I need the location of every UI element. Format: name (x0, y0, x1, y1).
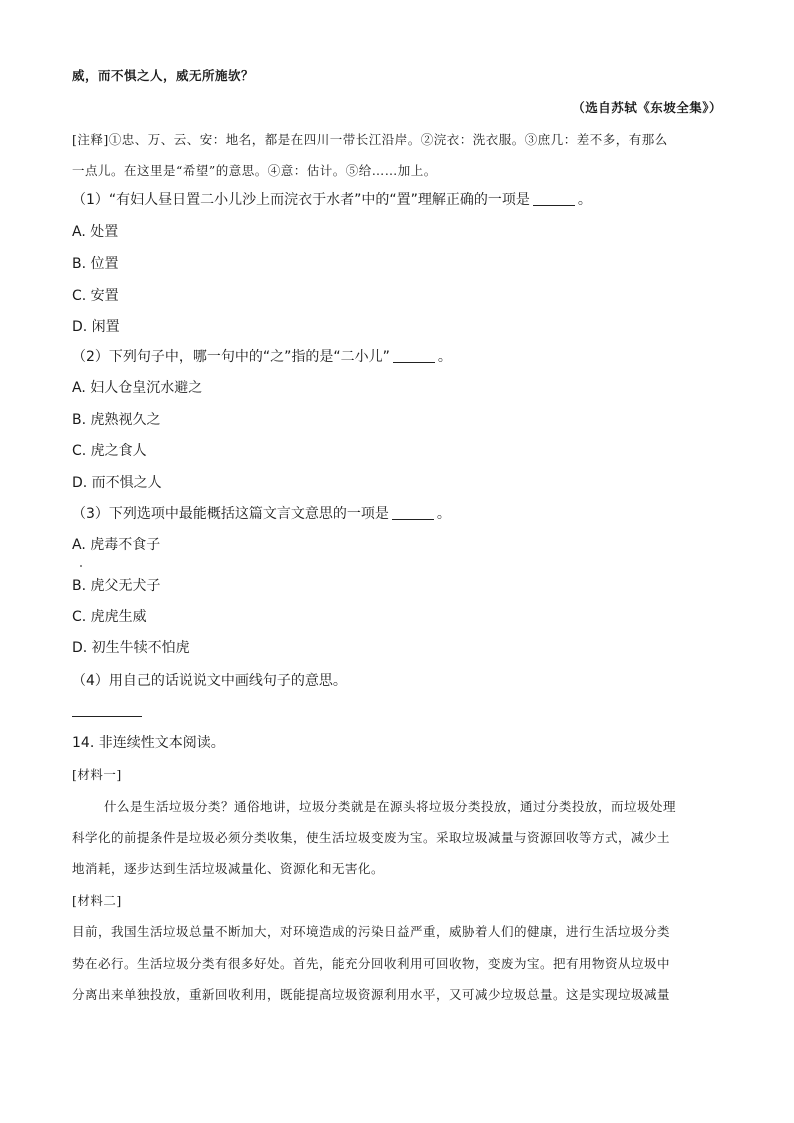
notes-line-2: 一点儿。在这里是“希望”的意思。④意：估计。⑤给……加上。 (72, 163, 437, 178)
q1-option-b: B. 位置 (72, 256, 119, 272)
material-1-line-3: 地消耗，逐步达到生活垃圾减量化、资源化和无害化。 (72, 861, 385, 876)
q2-option-d: D. 而不惧之人 (72, 475, 162, 491)
question-2-end: 。 (437, 349, 452, 365)
question-2-text: （2）下列句子中，哪一句中的“之”指的是“二小儿” (72, 349, 390, 365)
answer-blank-2[interactable] (393, 348, 435, 363)
q1-option-c: C. 安置 (72, 288, 119, 304)
section-14-title: 14. 非连续性文本阅读。 (72, 735, 225, 751)
question-3-end: 。 (436, 506, 451, 522)
q3-option-b: B. 虎父无犬子 (72, 578, 161, 594)
question-1-stem (72, 190, 592, 210)
q3-option-c: C. 虎虎生威 (72, 609, 147, 625)
q2-option-a: A. 妇人仓皇沉水避之 (72, 380, 203, 396)
source-citation: （选自苏轼《东坡全集》） (572, 100, 722, 115)
notes-line-1: [注释]①忠、万、云、安：地名，都是在四川一带长江沿岸。②浣衣：洗衣服。③庶几：差不多，有那么 (72, 132, 668, 147)
q3-option-a: A. 虎毒不食子 (72, 537, 161, 553)
question-2-stem (72, 347, 452, 367)
question-3-text: （3）下列选项中最能概括这篇文言文意思的一项是 (72, 506, 389, 522)
answer-blank-3[interactable] (392, 505, 434, 520)
material-2-line-1: 目前，我国生活垃圾总量不断加大，对环境造成的污染日益严重，威胁着人们的健康，进行生活垃圾分类 (72, 924, 671, 939)
question-1-end: 。 (577, 192, 592, 208)
question-4-stem: （4）用自己的话说说文中画线句子的意思。 (72, 673, 347, 689)
q2-option-b: B. 虎熟视久之 (72, 412, 161, 428)
question-1-text: （1）“有妇人昼日置二小儿沙上而浣衣于水者”中的“置”理解正确的一项是 (72, 192, 530, 208)
material-1-line-1: 什么是生活垃圾分类？通俗地讲，垃圾分类就是在源头将垃圾分类投放，通过分类投放，而垃圾处理 (104, 799, 677, 814)
material-1-line-2: 科学化的前提条件是垃圾必须分类收集，使生活垃圾变废为宝。采取垃圾减量与资源回收等方式，减少土 (72, 830, 671, 845)
answer-blank-1[interactable] (533, 191, 575, 206)
q3-option-d: D. 初生牛犊不怕虎 (72, 640, 190, 656)
q1-option-a: A. 处置 (72, 224, 119, 240)
material-1-label: [材料一] (72, 767, 122, 782)
q2-option-c: C. 虎之食人 (72, 443, 147, 459)
material-2-label: [材料二] (72, 893, 122, 908)
material-2-line-2: 势在必行。生活垃圾分类有很多好处。首先，能充分回收利用可回收物，变废为宝。把有用物资从垃圾中 (72, 956, 671, 971)
question-3-stem (72, 504, 451, 524)
stray-mark (80, 565, 82, 567)
answer-line-4[interactable] (72, 716, 142, 717)
top-line: 威，而不惧之人，威无所施欤？ (72, 68, 255, 83)
q1-option-d: D. 闲置 (72, 319, 120, 335)
material-2-line-3: 分离出来单独投放，重新回收利用，既能提高垃圾资源利用水平，又可减少垃圾总量。这是实现垃圾减量 (72, 987, 671, 1002)
